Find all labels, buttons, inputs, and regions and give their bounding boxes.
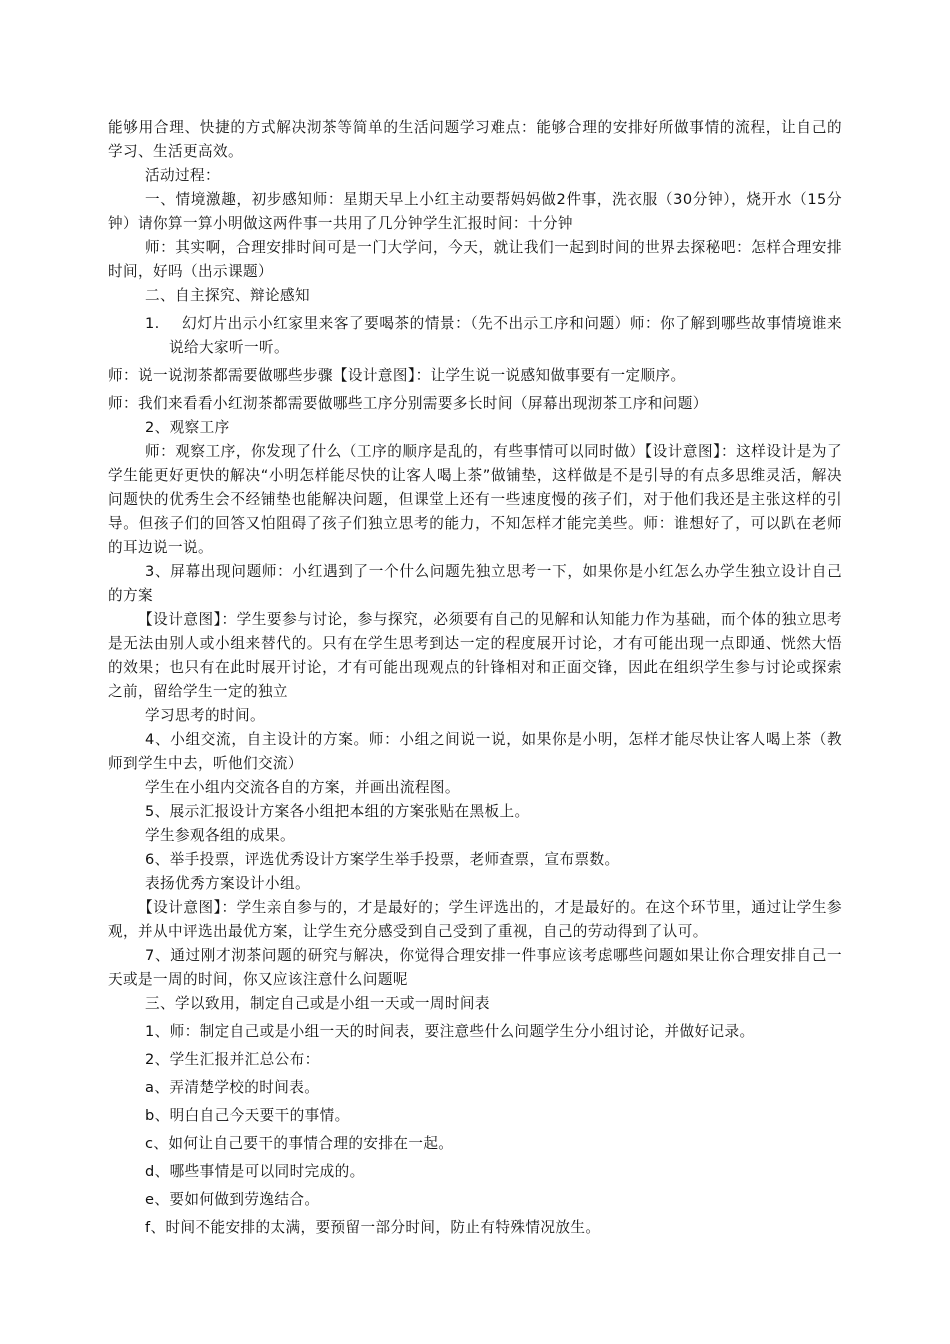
document-page xyxy=(108,116,842,1240)
paragraph: 师：我们来看看小红沏茶都需要做哪些工序分别需要多长时间（屏幕出现沏茶工序和问题） xyxy=(108,395,708,412)
paragraph: 能够用合理、快捷的方式解决沏茶等简单的生活问题学习难点：能够合理的安排好所做事情的流程，让自己的学习、生活更高效。 xyxy=(108,119,842,160)
paragraph: 5、展示汇报设计方案各小组把本组的方案张贴在黑板上。 xyxy=(145,803,530,820)
paragraph: 【设计意图】：学生要参与讨论，参与探究，必须要有自己的见解和认知能力作为基础，而个体的独立思考是无法由别人或小组来替代的。只有在学生思考到达一定的程度展开讨论，才有可能出现一点即通、恍然大悟的效果；也只有在此时展开讨论，才有可能出现观点的针锋相对和正面交锋，因此在组织学生参与讨论或探索之前，留给学生一定的独立 xyxy=(108,611,842,700)
paragraph: 2、观察工序 xyxy=(145,419,230,436)
paragraph: 师：说一说沏茶都需要做哪些步骤【设计意图】：让学生说一说感知做事要有一定顺序。 xyxy=(108,367,686,384)
item-number: 1. xyxy=(145,315,160,332)
paragraph: 一、情境激趣，初步感知师：星期天早上小红主动要帮妈妈做2件事，洗衣服（30分钟），烧开水（15分钟）请你算一算小明做这两件事一共用了几分钟学生汇报时间：十分钟 xyxy=(108,191,842,232)
numbered-item xyxy=(108,312,842,360)
paragraph: 7、通过刚才沏茶问题的研究与解决，你觉得合理安排一件事应该考虑哪些问题如果让你合理安排自己一天或是一周的时间，你又应该注意什么问题呢 xyxy=(108,947,842,988)
paragraph: 4、小组交流，自主设计的方案。师：小组之间说一说，如果你是小明，怎样才能尽快让客人喝上茶（教师到学生中去，听他们交流） xyxy=(108,731,842,772)
paragraph: 6、举手投票，评选优秀设计方案学生举手投票，老师查票，宣布票数。 xyxy=(145,851,620,868)
list-item: e、要如何做到劳逸结合。 xyxy=(145,1191,320,1208)
list-item: d、哪些事情是可以同时完成的。 xyxy=(145,1163,365,1180)
list-item: b、明白自己今天要干的事情。 xyxy=(145,1107,350,1124)
list-item: f、时间不能安排的太满，要预留一部分时间，防止有特殊情况放生。 xyxy=(145,1219,601,1236)
paragraph: 学生参观各组的成果。 xyxy=(145,827,295,844)
list-item: 2、学生汇报并汇总公布： xyxy=(145,1051,320,1068)
paragraph: 师：其实啊，合理安排时间可是一门大学问，今天，就让我们一起到时间的世界去探秘吧：怎样合理安排时间，好吗（出示课题） xyxy=(108,239,842,280)
paragraph: 学习思考的时间。 xyxy=(145,707,265,724)
list-item: c、如何让自己要干的事情合理的安排在一起。 xyxy=(145,1135,454,1152)
section-heading: 二、自主探究、辩论感知 xyxy=(145,287,310,304)
paragraph: 学生在小组内交流各自的方案，并画出流程图。 xyxy=(145,779,460,796)
paragraph: 活动过程： xyxy=(145,167,220,184)
paragraph: 3、屏幕出现问题师：小红遇到了一个什么问题先独立思考一下，如果你是小红怎么办学生独立设计自己的方案 xyxy=(108,563,842,604)
paragraph: 师：观察工序，你发现了什么（工序的顺序是乱的，有些事情可以同时做）【设计意图】：这样设计是为了学生能更好更快的解决“小明怎样能尽快的让客人喝上茶”做铺垫，这样做是不是引导的有点多思维灵活，解决问题快的优秀生会不经铺垫也能解决问题，但课堂上还有一些速度慢的孩子们，对于他们我还是主张这样的引导。但孩子们的回答又怕阻碍了孩子们独立思考的能力，不知怎样才能完美些。师：谁想好了，可以趴在老师的耳边说一说。 xyxy=(108,443,842,556)
paragraph: 表扬优秀方案设计小组。 xyxy=(145,875,310,892)
paragraph: 【设计意图】：学生亲自参与的，才是最好的；学生评选出的，才是最好的。在这个环节里，通过让学生参观，并从中评选出最优方案，让学生充分感受到自己受到了重视，自己的劳动得到了认可。 xyxy=(108,899,842,940)
list-item: a、弄清楚学校的时间表。 xyxy=(145,1079,320,1096)
item-text: 幻灯片出示小红家里来客了要喝茶的情景：（先不出示工序和问题）师：你了解到哪些故事情境谁来说给大家听一听。 xyxy=(169,315,842,356)
section-heading: 三、学以致用，制定自己或是小组一天或一周时间表 xyxy=(145,995,490,1012)
list-item: 1、师：制定自己或是小组一天的时间表，要注意些什么问题学生分小组讨论，并做好记录。 xyxy=(145,1023,755,1040)
